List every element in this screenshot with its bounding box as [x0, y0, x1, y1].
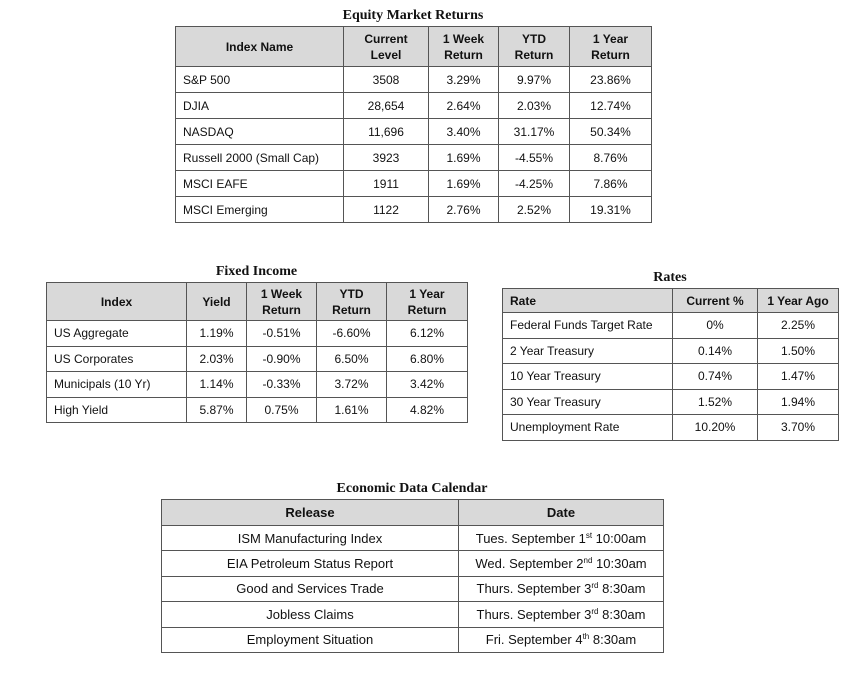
rates-header-2 — [758, 289, 839, 313]
equity-header-row — [176, 27, 652, 67]
release-cell: Jobless Claims — [162, 602, 459, 627]
table-row — [47, 321, 468, 347]
table-cell: 3508 — [344, 67, 429, 93]
release-cell: EIA Petroleum Status Report — [162, 551, 459, 576]
table-cell: MSCI Emerging — [176, 197, 344, 223]
table-cell: 3.29% — [429, 67, 499, 93]
table-cell: 2.03% — [499, 93, 570, 119]
header-text: Rate — [510, 293, 537, 308]
table-cell: 3.40% — [429, 119, 499, 145]
equity-table-title: Equity Market Returns — [342, 8, 484, 23]
table-cell: 5.87% — [187, 397, 247, 423]
table-cell: -0.51% — [247, 321, 317, 347]
table-cell: 10.20% — [673, 415, 758, 441]
date-cell — [459, 627, 664, 652]
table-cell: 50.34% — [570, 119, 652, 145]
table-row — [503, 313, 839, 339]
header-text: Return — [444, 47, 483, 62]
equity-header-1 — [344, 27, 429, 67]
header-text: 1 Year Ago — [767, 293, 829, 308]
table-cell: 1122 — [344, 197, 429, 223]
equity-header-2 — [429, 27, 499, 67]
date-ordinal: rd — [591, 606, 599, 616]
table-row — [162, 602, 664, 627]
release-cell: Good and Services Trade — [162, 576, 459, 601]
calendar-title: Economic Data Calendar — [336, 481, 488, 496]
header-text: Return — [591, 47, 630, 62]
equity-market-returns-section — [175, 6, 651, 223]
table-cell: 2.76% — [429, 197, 499, 223]
table-row — [176, 93, 652, 119]
release-cell: ISM Manufacturing Index — [162, 526, 459, 551]
rates-header-1 — [673, 289, 758, 313]
date-time: 8:30am — [598, 581, 646, 597]
date-text: Thurs. September 3 — [476, 606, 592, 622]
date-ordinal: rd — [591, 581, 599, 591]
table-cell: 2.25% — [758, 313, 839, 339]
table-cell: 2.64% — [429, 93, 499, 119]
table-row — [176, 145, 652, 171]
equity-header-4 — [570, 27, 652, 67]
release-cell: Employment Situation — [162, 627, 459, 652]
table-cell: 3.72% — [317, 372, 387, 398]
table-cell: 2.52% — [499, 197, 570, 223]
table-cell: 30 Year Treasury — [503, 389, 673, 415]
table-row — [176, 67, 652, 93]
header-text: 1 Year — [592, 31, 629, 46]
header-text: Return — [332, 302, 371, 317]
table-cell: Russell 2000 (Small Cap) — [176, 145, 344, 171]
table-cell: 1911 — [344, 171, 429, 197]
rates-section — [502, 268, 838, 441]
date-cell — [459, 576, 664, 601]
fixed-income-section — [46, 262, 467, 423]
header-text: 1 Week — [260, 286, 303, 301]
table-row — [176, 119, 652, 145]
rates-table — [502, 288, 839, 441]
table-cell: 1.61% — [317, 397, 387, 423]
table-cell: 1.52% — [673, 389, 758, 415]
table-cell: 6.50% — [317, 346, 387, 372]
fixed-income-header-row — [47, 283, 468, 321]
table-cell: -4.25% — [499, 171, 570, 197]
table-cell: 7.86% — [570, 171, 652, 197]
date-ordinal: th — [582, 632, 590, 642]
header-text: 1 Week — [442, 31, 485, 46]
table-cell: 28,654 — [344, 93, 429, 119]
fixed-income-header-1 — [187, 283, 247, 321]
table-row — [176, 197, 652, 223]
fixed-income-header-0 — [47, 283, 187, 321]
calendar-header-0: Release — [162, 500, 459, 526]
table-cell: 1.19% — [187, 321, 247, 347]
header-text: YTD — [339, 286, 364, 301]
date-cell — [459, 526, 664, 551]
table-cell: 0.14% — [673, 338, 758, 364]
table-cell: 2.03% — [187, 346, 247, 372]
date-time: 10:00am — [592, 530, 647, 546]
fixed-income-header-4 — [387, 283, 468, 321]
fixed-income-header-3 — [317, 283, 387, 321]
date-ordinal: st — [585, 530, 593, 540]
table-cell: 2 Year Treasury — [503, 338, 673, 364]
rates-title: Rates — [653, 270, 687, 285]
header-text: YTD — [522, 31, 546, 46]
table-cell: S&P 500 — [176, 67, 344, 93]
table-row — [162, 526, 664, 551]
header-text: Index Name — [225, 39, 294, 54]
fixed-income-header-2 — [247, 283, 317, 321]
table-cell: 3.70% — [758, 415, 839, 441]
table-row — [47, 397, 468, 423]
table-cell: 1.69% — [429, 171, 499, 197]
table-row — [162, 551, 664, 576]
table-cell: 9.97% — [499, 67, 570, 93]
equity-table — [175, 26, 652, 223]
date-time: 8:30am — [598, 606, 646, 622]
table-cell: US Corporates — [47, 346, 187, 372]
table-cell: 23.86% — [570, 67, 652, 93]
header-text: Return — [514, 47, 554, 62]
table-cell: 8.76% — [570, 145, 652, 171]
header-text: 1 Year — [409, 286, 445, 301]
economic-calendar-section — [161, 479, 663, 653]
header-text: Index — [100, 294, 133, 309]
table-cell: 0% — [673, 313, 758, 339]
date-time: 10:30am — [592, 556, 647, 572]
table-cell: NASDAQ — [176, 119, 344, 145]
table-row — [503, 338, 839, 364]
table-cell: Federal Funds Target Rate — [503, 313, 673, 339]
table-cell: 6.80% — [387, 346, 468, 372]
table-row — [176, 171, 652, 197]
calendar-header-1: Date — [459, 500, 664, 526]
header-text: Current — [364, 31, 408, 46]
table-cell: -0.33% — [247, 372, 317, 398]
table-cell: 6.12% — [387, 321, 468, 347]
table-cell: DJIA — [176, 93, 344, 119]
table-cell: 11,696 — [344, 119, 429, 145]
date-cell — [459, 602, 664, 627]
table-cell: -6.60% — [317, 321, 387, 347]
table-cell: 1.14% — [187, 372, 247, 398]
header-text: Return — [407, 302, 447, 317]
equity-header-0 — [176, 27, 344, 67]
date-time: 8:30am — [589, 632, 637, 648]
table-cell: Unemployment Rate — [503, 415, 673, 441]
table-cell: 19.31% — [570, 197, 652, 223]
table-row — [162, 627, 664, 652]
calendar-header-row — [162, 500, 664, 526]
table-cell: 31.17% — [499, 119, 570, 145]
date-cell — [459, 551, 664, 576]
fixed-income-table — [46, 282, 468, 423]
fixed-income-title: Fixed Income — [215, 264, 298, 279]
table-cell: US Aggregate — [47, 321, 187, 347]
date-text: Tues. September 1 — [475, 530, 586, 546]
table-cell: 0.74% — [673, 364, 758, 390]
table-row — [47, 346, 468, 372]
table-cell: 10 Year Treasury — [503, 364, 673, 390]
date-ordinal: nd — [583, 556, 593, 566]
table-cell: 3923 — [344, 145, 429, 171]
table-cell: 0.75% — [247, 397, 317, 423]
date-text: Thurs. September 3 — [476, 581, 592, 597]
rates-header-row — [503, 289, 839, 313]
table-cell: -4.55% — [499, 145, 570, 171]
table-cell: MSCI EAFE — [176, 171, 344, 197]
table-cell: 1.47% — [758, 364, 839, 390]
header-text: Level — [370, 47, 402, 62]
table-row — [503, 364, 839, 390]
equity-header-3 — [499, 27, 570, 67]
table-cell: -0.90% — [247, 346, 317, 372]
calendar-table — [161, 499, 664, 653]
table-cell: 12.74% — [570, 93, 652, 119]
table-cell: High Yield — [47, 397, 187, 423]
table-row — [162, 576, 664, 601]
header-text: Current % — [686, 293, 744, 308]
table-cell: 1.94% — [758, 389, 839, 415]
table-row — [47, 372, 468, 398]
date-text: Wed. September 2 — [475, 556, 584, 572]
table-cell: 3.42% — [387, 372, 468, 398]
table-row — [503, 415, 839, 441]
header-text: Return — [262, 302, 301, 317]
table-cell: 1.50% — [758, 338, 839, 364]
date-text: Fri. September 4 — [485, 632, 583, 648]
table-cell: Municipals (10 Yr) — [47, 372, 187, 398]
table-cell: 4.82% — [387, 397, 468, 423]
table-cell: 1.69% — [429, 145, 499, 171]
header-text: Yield — [202, 294, 231, 309]
table-row — [503, 389, 839, 415]
rates-header-0 — [503, 289, 673, 313]
